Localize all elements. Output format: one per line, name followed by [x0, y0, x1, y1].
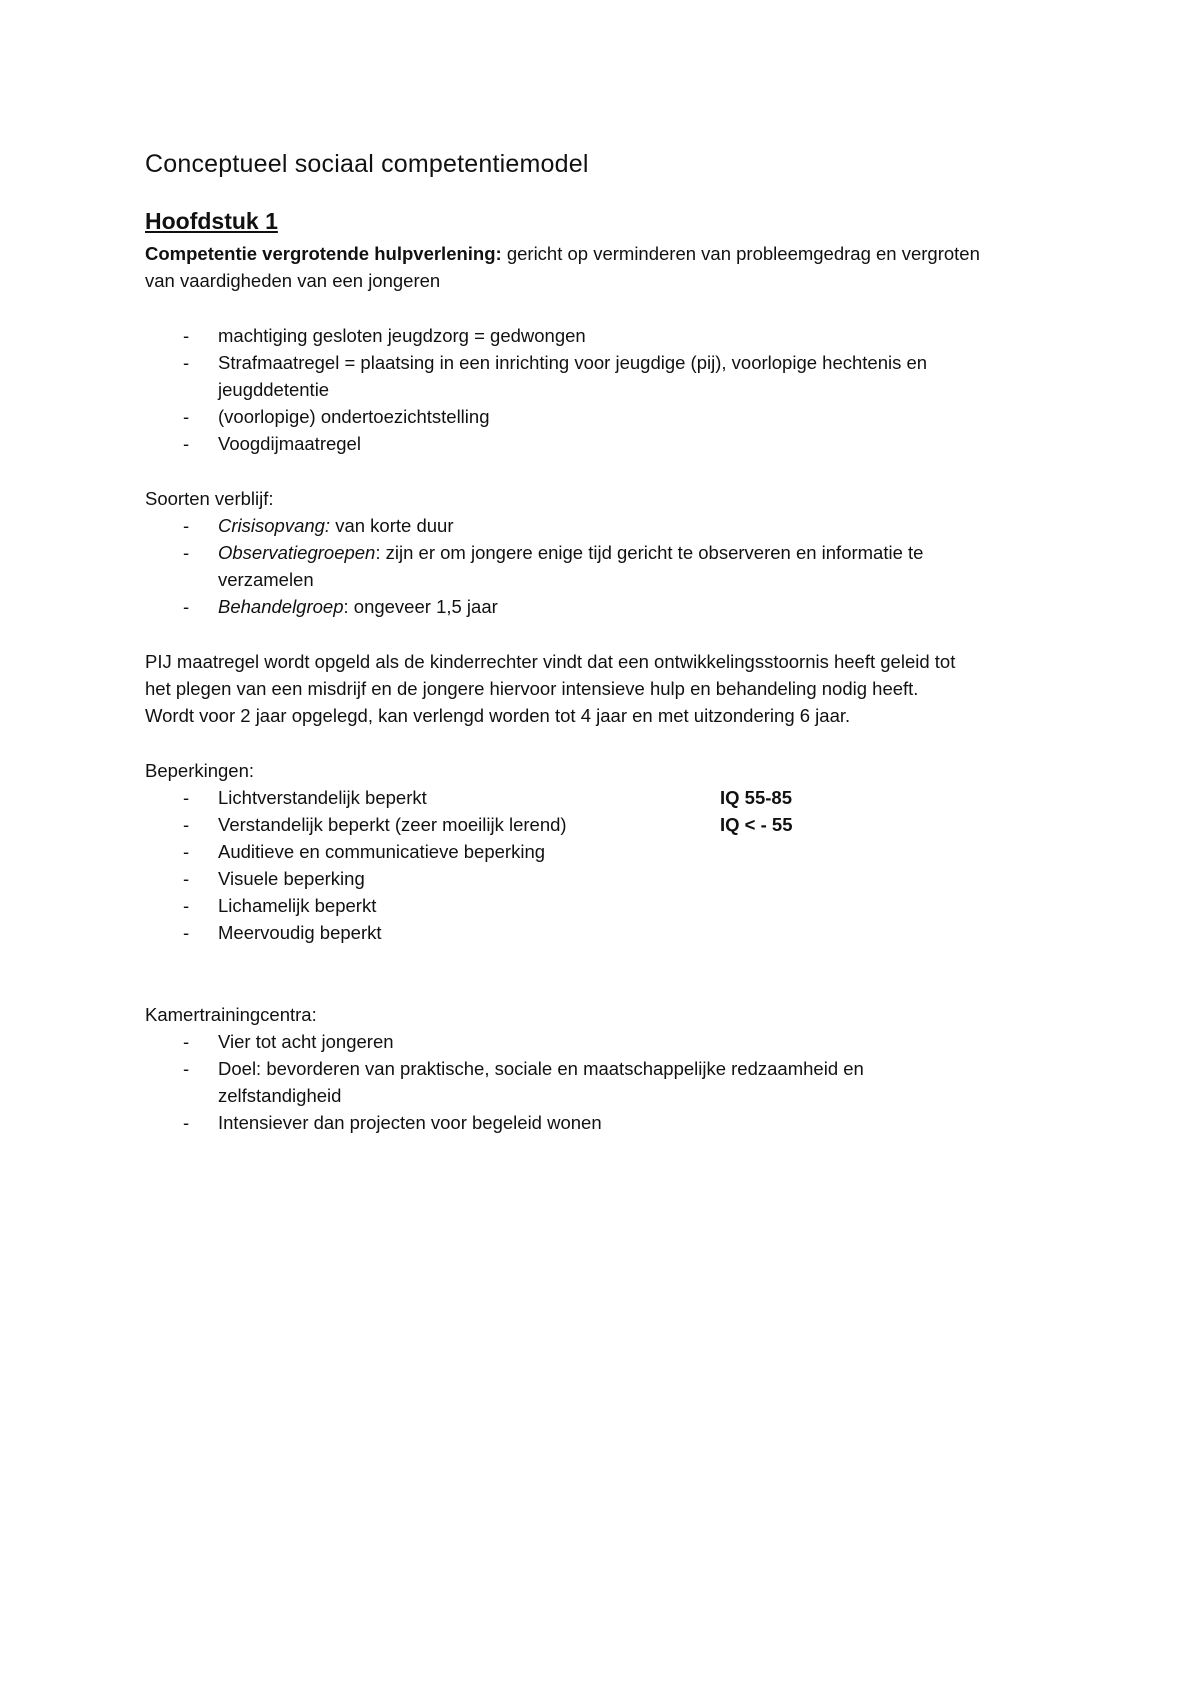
list-item-kamer: Vier tot acht jongeren [218, 1031, 394, 1052]
list-item-verblijf [218, 593, 498, 620]
beperkingen-heading: Beperkingen: [145, 760, 255, 781]
list-dash: - [183, 596, 190, 617]
list-item-maatregel: machtiging gesloten jeugdzorg = gedwongen [218, 325, 586, 346]
list-item-beperking: Verstandelijk beperkt (zeer moeilijk lerend) [218, 814, 567, 835]
list-dash: - [183, 922, 190, 943]
list-item-beperking: Auditieve en communicatieve beperking [218, 841, 546, 862]
list-dash: - [183, 325, 190, 346]
list-dash: - [183, 841, 190, 862]
list-dash: - [183, 1112, 190, 1133]
verblijf-heading: Soorten verblijf: [145, 488, 274, 509]
verblijf-term: Behandelgroep [218, 596, 344, 617]
list-dash: - [183, 542, 190, 563]
verblijf-term: Observatiegroepen [218, 542, 376, 563]
list-dash: - [183, 1031, 190, 1052]
list-dash: - [183, 895, 190, 916]
list-item-verblijf [218, 512, 453, 539]
list-item-maatregel: (voorlopige) ondertoezichtstelling [218, 406, 490, 427]
list-item-maatregel: Voogdijmaatregel [218, 433, 361, 454]
intro-text-1: gericht op verminderen van probleemgedrag en vergroten [501, 243, 980, 264]
verblijf-text: : zijn er om jongere enige tijd gericht te observeren en informatie te [375, 542, 924, 563]
list-dash: - [183, 433, 190, 454]
list-item-kamer: Intensiever dan projecten voor begeleid wonen [218, 1112, 602, 1133]
list-item-continuation: jeugddetentie [218, 379, 330, 400]
intro-line-1 [145, 240, 980, 267]
list-item-beperking: Lichtverstandelijk beperkt [218, 787, 427, 808]
verblijf-term: Crisisopvang: [218, 515, 331, 536]
list-item-beperking: Meervoudig beperkt [218, 922, 382, 943]
iq-range: IQ 55-85 [720, 787, 792, 808]
list-dash: - [183, 515, 190, 536]
list-item-beperking: Lichamelijk beperkt [218, 895, 377, 916]
iq-range: IQ < - 55 [720, 814, 793, 835]
document-title: Conceptueel sociaal competentiemodel [145, 150, 589, 178]
list-dash: - [183, 1058, 190, 1079]
intro-line-2: van vaardigheden van een jongeren [145, 270, 441, 291]
pij-paragraph-line: het plegen van een misdrijf en de jongere hiervoor intensieve hulp en behandeling nodig heeft. [145, 678, 919, 699]
list-item-maatregel: Strafmaatregel = plaatsing in een inrichting voor jeugdige (pij), voorlopige hechtenis en [218, 352, 928, 373]
list-item-kamer: Doel: bevorderen van praktische, sociale en maatschappelijke redzaamheid en [218, 1058, 864, 1079]
list-dash: - [183, 868, 190, 889]
list-dash: - [183, 787, 190, 808]
list-dash: - [183, 406, 190, 427]
chapter-heading: Hoofdstuk 1 [145, 208, 278, 234]
intro-term: Competentie vergrotende hulpverlening: [145, 243, 502, 264]
list-item-verblijf [218, 539, 923, 566]
pij-paragraph-line: PIJ maatregel wordt opgeld als de kinderrechter vindt dat een ontwikkelingsstoornis heeft geleid tot [145, 651, 956, 672]
pij-paragraph-line: Wordt voor 2 jaar opgelegd, kan verlengd worden tot 4 jaar en met uitzondering 6 jaar. [145, 705, 851, 726]
list-item-continuation: zelfstandigheid [218, 1085, 342, 1106]
verblijf-text: van korte duur [330, 515, 454, 536]
kamer-heading: Kamertrainingcentra: [145, 1004, 317, 1025]
list-dash: - [183, 814, 190, 835]
list-dash: - [183, 352, 190, 373]
list-item-continuation: verzamelen [218, 569, 314, 590]
verblijf-text: : ongeveer 1,5 jaar [343, 596, 498, 617]
list-item-beperking: Visuele beperking [218, 868, 365, 889]
